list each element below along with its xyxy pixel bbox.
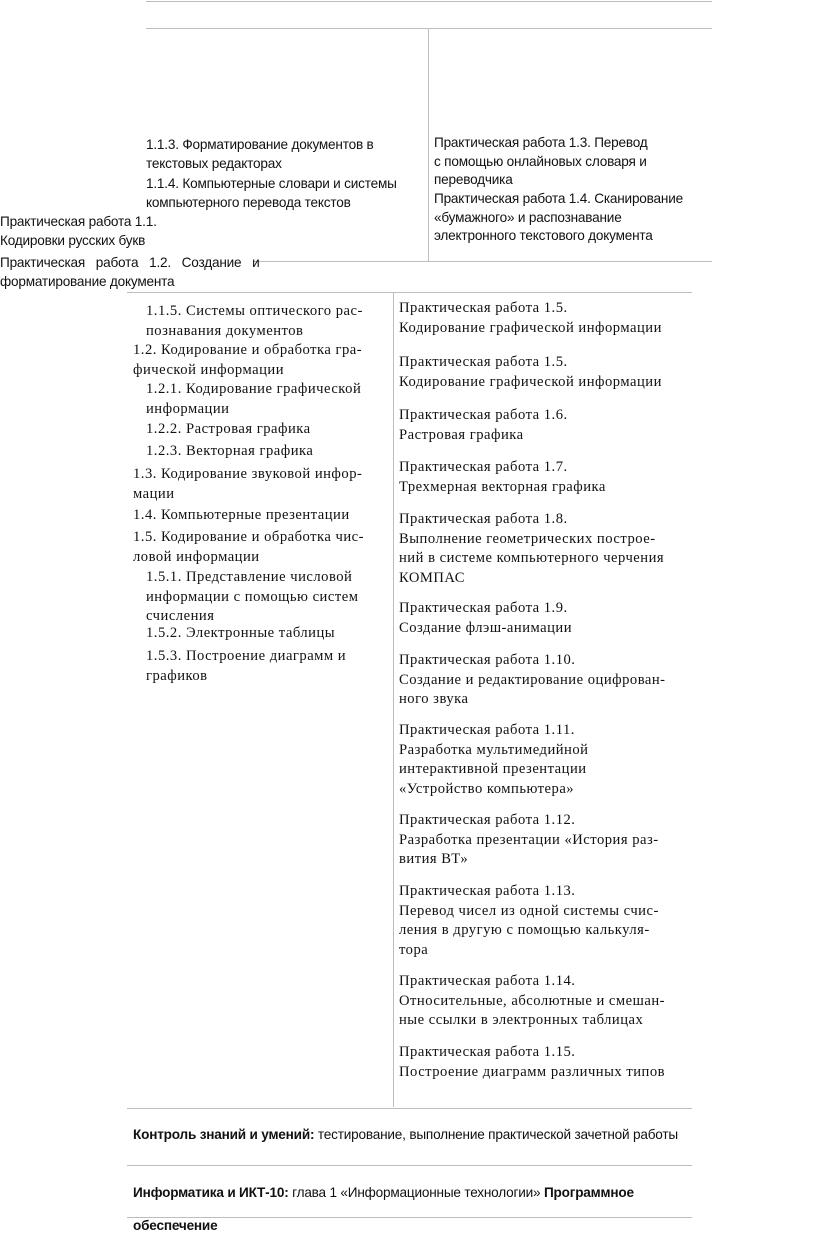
practical-1-5-b: Практическая работа 1.5. Кодирование графической информации <box>399 354 662 390</box>
topic-1-4: 1.4. Компьютерные презентации <box>133 507 350 523</box>
topic-1-2-3: 1.2.3. Векторная графика <box>146 443 314 459</box>
topic-1-1-5: 1.1.5. Системы оптического рас- познавания документов <box>146 303 363 339</box>
top-rule-2 <box>146 28 712 29</box>
practical-1-11: Практическая работа 1.11. Разработка мультимедийной интерактивной презентации «Устройство компьютера» <box>399 722 589 797</box>
practical-1-1: Практическая работа 1.1. Кодировки русских букв <box>0 214 157 248</box>
topic-1-1-3: 1.1.3. Форматирование документов в текстовых редакторах <box>146 137 374 171</box>
topic-1-5: 1.5. Кодирование и обработка чис- ловой информации <box>133 529 365 565</box>
main-top-rule <box>127 292 692 293</box>
topic-1-1-4: 1.1.4. Компьютерные словари и системы компьютерного перевода текстов <box>146 176 397 210</box>
practical-1-4: Практическая работа 1.4. Сканирование «бумажного» и распознавание электронного текстового документа <box>434 191 683 243</box>
knowledge-control <box>133 1126 678 1145</box>
practical-1-10: Практическая работа 1.10. Создание и редактирование оцифрован- ного звука <box>399 652 666 707</box>
top-section-bottom-rule <box>253 261 712 262</box>
practical-1-14: Практическая работа 1.14. Относительные, абсолютные и смешан- ные ссылки в электронных таблицах <box>399 973 665 1028</box>
topic-1-5-3: 1.5.3. Построение диаграмм и графиков <box>146 648 347 684</box>
practical-1-8: Практическая работа 1.8. Выполнение геометрических построе- ний в системе компьютерного черчения КОМПАС <box>399 511 665 586</box>
topic-1-2: 1.2. Кодирование и обработка гра- фической информации <box>133 342 363 378</box>
practical-1-7: Практическая работа 1.7. Трехмерная векторная графика <box>399 459 606 495</box>
knowledge-control-label: Контроль знаний и умений: <box>133 1127 315 1142</box>
topic-1-3: 1.3. Кодирование звуковой инфор- мации <box>133 466 363 502</box>
textbook-text: глава 1 «Информационные технологии» <box>288 1185 544 1200</box>
control-bottom-rule <box>127 1165 692 1166</box>
practical-1-9: Практическая работа 1.9. Создание флэш-анимации <box>399 600 573 636</box>
topic-1-2-2: 1.2.2. Растровая графика <box>146 421 311 437</box>
knowledge-control-text: тестирование, выполнение практической зачетной работы <box>314 1127 678 1142</box>
textbook-reference-line2: обеспечение <box>133 1218 218 1233</box>
top-rule-1 <box>146 1 712 2</box>
practical-1-15: Практическая работа 1.15. Построение диаграмм различных типов <box>399 1044 666 1080</box>
textbook-label: Информатика и ИКТ-10: <box>133 1185 289 1200</box>
practical-1-3: Практическая работа 1.3. Перевод с помощью онлайновых словаря и переводчика <box>434 135 648 187</box>
textbook-reference <box>133 1184 634 1203</box>
practical-1-13: Практическая работа 1.13. Перевод чисел из одной системы счис- ления в другую с помощью калькуля- тора <box>399 883 659 958</box>
topic-1-5-1: 1.5.1. Представление числовой информации с помощью систем счисления <box>146 569 359 624</box>
practical-1-6: Практическая работа 1.6. Растровая графика <box>399 407 568 443</box>
topic-1-5-2: 1.5.2. Электронные таблицы <box>146 625 336 641</box>
practical-1-12: Практическая работа 1.12. Разработка презентации «История раз- вития ВТ» <box>399 812 659 867</box>
top-column-divider <box>428 29 429 261</box>
main-column-divider <box>393 292 394 1107</box>
practical-1-2: Практическая работа 1.2. Создание и форматирование документа <box>0 255 260 289</box>
practical-1-5-a: Практическая работа 1.5. Кодирование графической информации <box>399 300 662 336</box>
textbook-tail: Программное <box>543 1185 634 1200</box>
topic-1-2-1: 1.2.1. Кодирование графической информации <box>146 381 362 417</box>
main-bottom-rule <box>127 1108 692 1109</box>
